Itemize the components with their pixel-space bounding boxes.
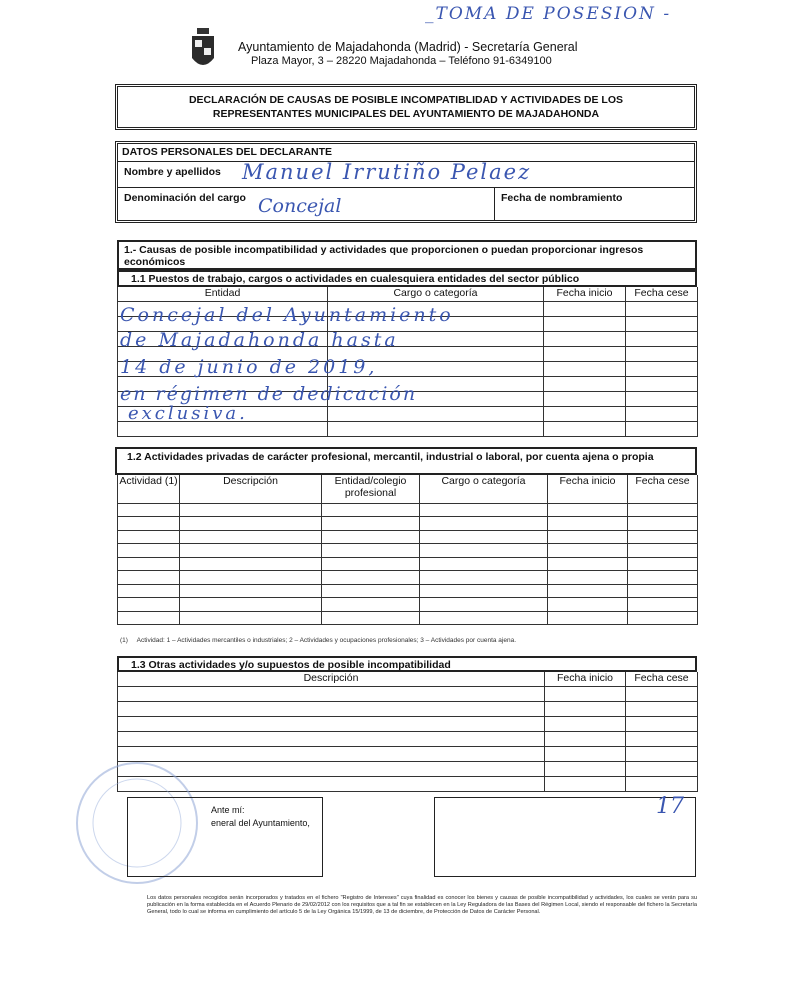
fecha-nombramiento-label: Fecha de nombramiento [501,192,623,204]
handwritten-entry-3: 14 de junio de 2019, [120,356,378,378]
title-box [115,84,697,130]
col-fecha-inicio: Fecha inicio [548,475,628,503]
handwritten-entry-2: de Majadahonda hasta [120,329,399,351]
table-row [118,716,698,731]
table-row [118,611,698,625]
signature-mark: 17 [656,794,684,819]
table-row [118,731,698,746]
table-row [118,776,698,791]
table-row [118,557,698,571]
col-entidad: Entidad [118,287,328,301]
table-row [118,503,698,517]
table-row [118,761,698,776]
ante-mi-label: Ante mí: [211,805,245,815]
header-line-2: Plaza Mayor, 3 – 28220 Majadahonda – Teléfono 91-6349100 [251,55,552,67]
cargo-value[interactable]: Concejal [258,195,342,217]
section1-heading: 1.- Causas de posible incompatibilidad y actividades que proporcionen o puedan proporcionar ingresos económicos [117,240,697,270]
table-row [118,517,698,531]
table-row [118,571,698,585]
title-line-1: DECLARACIÓN DE CAUSAS DE POSIBLE INCOMPATIBLIDAD Y ACTIVIDADES DE LOS [188,94,624,106]
title-line-2: REPRESENTANTES MUNICIPALES DEL AYUNTAMIENTO DE MAJADAHONDA [212,108,600,120]
section12-heading: 1.2 Actividades privadas de carácter profesional, mercantil, industrial o laboral, por cuenta ajena o propia [115,447,697,475]
table-row [118,544,698,558]
legal-notice: Los datos personales recogidos serán incorporados y tratados en el fichero "Registro de Intereses" cuya finalidad es conocer los bienes y causas de posible incompatibilidad y actividades, los cuales se verán para su publicación en la forma establecida en el Acuerdo Plenario de 29/02/2012 con los requisitos que a tal fin se establecen en la Ley Reguladora de las Bases del Régimen Local, siendo el responsable del fichero la Secretaría General, todo lo cual se informa en cumplimiento del artículo 5 de la Ley Orgánica 15/1999, de 13 de diciembre, de Protección de Datos de Carácter Personal. [147,895,697,915]
cargo-label: Denominación del cargo [124,192,246,204]
col-cargo: Cargo o categoría [328,287,544,301]
handwritten-entry-5: exclusiva. [128,403,248,424]
table-row [118,701,698,716]
section11-heading: 1.1 Puestos de trabajo, cargos o actividades en cualesquiera entidades del sector público [117,270,697,287]
coat-of-arms-logo [190,28,216,72]
table-1-2 [117,475,698,625]
name-label: Nombre y apellidos [124,166,221,178]
secretario-label: eneral del Ayuntamiento, [211,818,310,828]
table-row [118,746,698,761]
col-descripcion: Descripción [180,475,322,503]
section13-heading: 1.3 Otras actividades y/o supuestos de posible incompatibilidad [117,656,697,672]
personal-heading: DATOS PERSONALES DEL DECLARANTE [122,146,333,158]
table-1-3 [117,672,698,792]
header-line-1: Ayuntamiento de Majadahonda (Madrid) - Secretaría General [238,40,578,54]
col-fecha-inicio: Fecha inicio [544,287,626,301]
col-descripcion: Descripción [118,672,545,686]
table-row [118,530,698,544]
col-entidad-colegio: Entidad/colegio profesional [322,475,420,503]
col-fecha-cese: Fecha cese [628,475,698,503]
table-row [118,584,698,598]
col-fecha-cese: Fecha cese [626,287,698,301]
table-row [118,686,698,701]
handwritten-annotation: _TOMA DE POSESION - [425,4,672,24]
col-fecha-inicio: Fecha inicio [545,672,626,686]
col-actividad: Actividad (1) [118,475,180,503]
table-row [118,598,698,612]
col-fecha-cese: Fecha cese [626,672,698,686]
handwritten-entry-1: Concejal del Ayuntamiento [120,304,454,326]
handwritten-entry-4: en régimen de dedicación [120,383,418,405]
name-value[interactable]: Manuel Irrutiño Pelaez [242,160,532,184]
col-cargo: Cargo o categoría [420,475,548,503]
footnote: (1) Actividad: 1 – Actividades mercantiles o industriales; 2 – Actividades y ocupaciones profesionales; 3 – Actividades por cuenta ajena. [120,637,517,644]
